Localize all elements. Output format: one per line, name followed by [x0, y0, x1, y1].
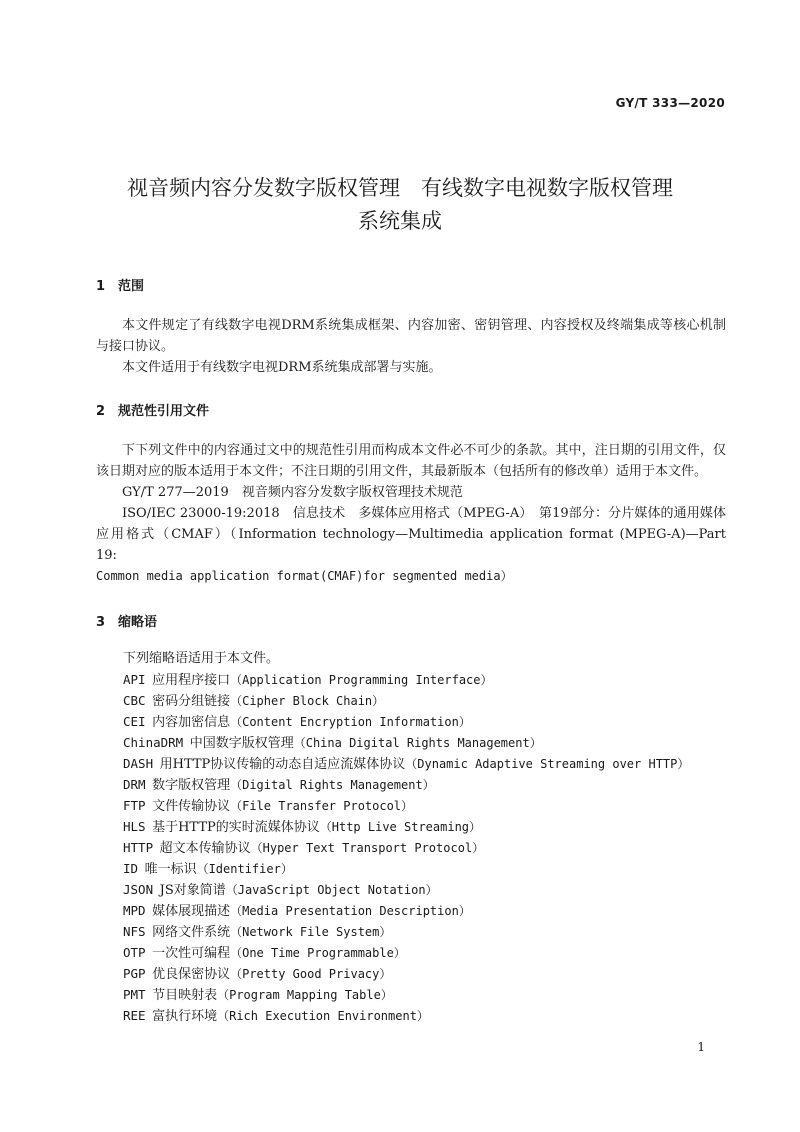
- abbreviation-english: （Pretty Good Privacy）: [230, 967, 392, 981]
- abbreviation-english: （Identifier）: [196, 862, 293, 876]
- abbreviation-chinese: 用HTTP协议传输的动态自适应流媒体协议: [159, 757, 406, 772]
- abbreviation-chinese: 基于HTTP的实时流媒体协议: [152, 820, 320, 835]
- abbreviation-chinese: JS对象简谱: [159, 883, 226, 898]
- abbreviation-item: [123, 795, 689, 816]
- abbreviation-chinese: 内容加密信息: [152, 715, 231, 730]
- abbreviation-chinese: 媒体展现描述: [152, 904, 231, 919]
- abbreviation-code: MPD: [123, 903, 146, 918]
- abbreviation-item: [123, 942, 689, 963]
- abbreviation-code: PGP: [123, 966, 146, 981]
- abbreviation-english: （Application Programming Interface）: [230, 673, 493, 687]
- abbreviation-item: [123, 732, 689, 753]
- section-number: 2: [96, 404, 106, 419]
- abbreviation-code: HTTP: [123, 840, 154, 855]
- abbreviation-item: [123, 753, 689, 774]
- abbreviation-code: HLS: [123, 819, 146, 834]
- section-3-heading: [96, 611, 157, 630]
- abbreviation-english: （Network File System）: [230, 925, 392, 939]
- paragraph: 下下列文件中的内容通过文中的规范性引用而构成本文件必不可少的条款。其中，注日期的引用文件，仅该日期对应的版本适用于本文件；不注日期的引用文件，其最新版本（包括所有的修改单）适用于本文件。: [96, 443, 726, 479]
- abbreviation-item: [123, 690, 689, 711]
- abbreviation-english: （Hyper Text Transport Protocol）: [250, 841, 485, 855]
- section-title: 规范性引用文件: [118, 404, 210, 419]
- abbreviation-chinese: 网络文件系统: [152, 925, 231, 940]
- abbreviation-item: [123, 858, 689, 879]
- abbreviation-code: PMT: [123, 987, 146, 1002]
- abbreviation-chinese: 一次性可编程: [152, 946, 231, 961]
- abbreviation-english: （China Digital Rights Management）: [293, 736, 542, 750]
- abbreviation-english: （Digital Rights Management）: [230, 778, 435, 792]
- abbreviation-english: （Content Encryption Information）: [230, 715, 471, 729]
- abbreviation-english: （Program Mapping Table）: [217, 988, 393, 1002]
- section-number: 3: [96, 615, 106, 630]
- section-title: 范围: [118, 279, 145, 294]
- abbreviation-english: （File Transfer Protocol）: [230, 799, 414, 813]
- abbreviation-english: （JavaScript Object Notation）: [225, 883, 438, 897]
- abbreviation-chinese: 密码分组链接: [152, 694, 231, 709]
- abbreviation-english: （One Time Programmable）: [230, 946, 406, 960]
- abbreviation-item: [123, 837, 689, 858]
- paragraph: 本文件适用于有线数字电视DRM系统集成部署与实施。: [122, 360, 442, 375]
- reference-item-continued: Common media application format(CMAF)for segmented media）: [96, 569, 513, 583]
- abbreviation-chinese: 唯一标识: [144, 862, 197, 877]
- abbreviation-code: DRM: [123, 777, 146, 792]
- abbreviation-code: DASH: [123, 756, 154, 771]
- abbreviation-code: JSON: [123, 882, 154, 897]
- abbreviation-code: ID: [123, 861, 139, 876]
- abbreviation-code: API: [123, 672, 146, 687]
- abbreviation-item: [123, 900, 689, 921]
- section-2-heading: [96, 400, 209, 419]
- reference-item: GY/T 277—2019 视音频内容分发数字版权管理技术规范: [122, 485, 463, 500]
- abbreviation-code: REE: [123, 1008, 146, 1023]
- abbreviation-list: [123, 648, 689, 1026]
- abbreviation-intro: 下列缩略语适用于本文件。: [123, 651, 280, 666]
- abbreviation-item: [123, 669, 689, 690]
- paragraph: 本文件规定了有线数字电视DRM系统集成框架、内容加密、密钥管理、内容授权及终端集成等核心机制与接口协议。: [96, 318, 726, 354]
- abbreviation-chinese: 节目映射表: [152, 988, 218, 1003]
- abbreviation-item: [123, 711, 689, 732]
- abbreviation-english: （Media Presentation Description）: [230, 904, 471, 918]
- abbreviation-chinese: 数字版权管理: [152, 778, 231, 793]
- reference-item: ISO/IEC 23000-19:2018 信息技术 多媒体应用格式（MPEG-A） 第19部分：分片媒体的通用媒体应用格式（CMAF）（Information technology—Multimedia application format (MPEG-A)—Part 19:: [96, 506, 726, 563]
- section-2-body: [96, 440, 726, 587]
- abbreviation-code: CBC: [123, 693, 146, 708]
- abbreviation-item: [123, 963, 689, 984]
- section-title: 缩略语: [118, 615, 158, 630]
- abbreviation-item: [123, 921, 689, 942]
- section-1-body: [96, 315, 726, 378]
- abbreviation-code: CEI: [123, 714, 146, 729]
- standard-code: GY/T 333—2020: [615, 96, 725, 110]
- abbreviation-chinese: 富执行环境: [152, 1009, 218, 1024]
- abbreviation-item: [123, 879, 689, 900]
- section-1-heading: [96, 275, 144, 294]
- section-number: 1: [96, 279, 106, 294]
- abbreviation-code: FTP: [123, 798, 146, 813]
- abbreviation-chinese: 文件传输协议: [152, 799, 231, 814]
- title-line-2: 系统集成: [358, 209, 442, 233]
- abbreviation-code: ChinaDRM: [123, 735, 184, 750]
- abbreviation-item: [123, 984, 689, 1005]
- document-title: [0, 172, 800, 238]
- abbreviation-item: [123, 774, 689, 795]
- abbreviation-english: （Cipher Block Chain）: [230, 694, 385, 708]
- abbreviation-chinese: 应用程序接口: [152, 673, 231, 688]
- abbreviation-english: （Rich Execution Environment）: [217, 1009, 429, 1023]
- abbreviation-code: NFS: [123, 924, 146, 939]
- abbreviation-chinese: 优良保密协议: [152, 967, 231, 982]
- abbreviation-chinese: 中国数字版权管理: [189, 736, 294, 751]
- abbreviation-chinese: 超文本传输协议: [159, 841, 251, 856]
- abbreviation-english: （Http Live Streaming）: [319, 820, 482, 834]
- abbreviation-code: OTP: [123, 945, 146, 960]
- page-number: 1: [697, 1040, 705, 1054]
- abbreviation-item: [123, 1005, 689, 1026]
- abbreviation-item: [123, 816, 689, 837]
- title-line-1: 视音频内容分发数字版权管理 有线数字电视数字版权管理: [127, 176, 673, 200]
- abbreviation-english: （Dynamic Adaptive Streaming over HTTP）: [405, 757, 690, 771]
